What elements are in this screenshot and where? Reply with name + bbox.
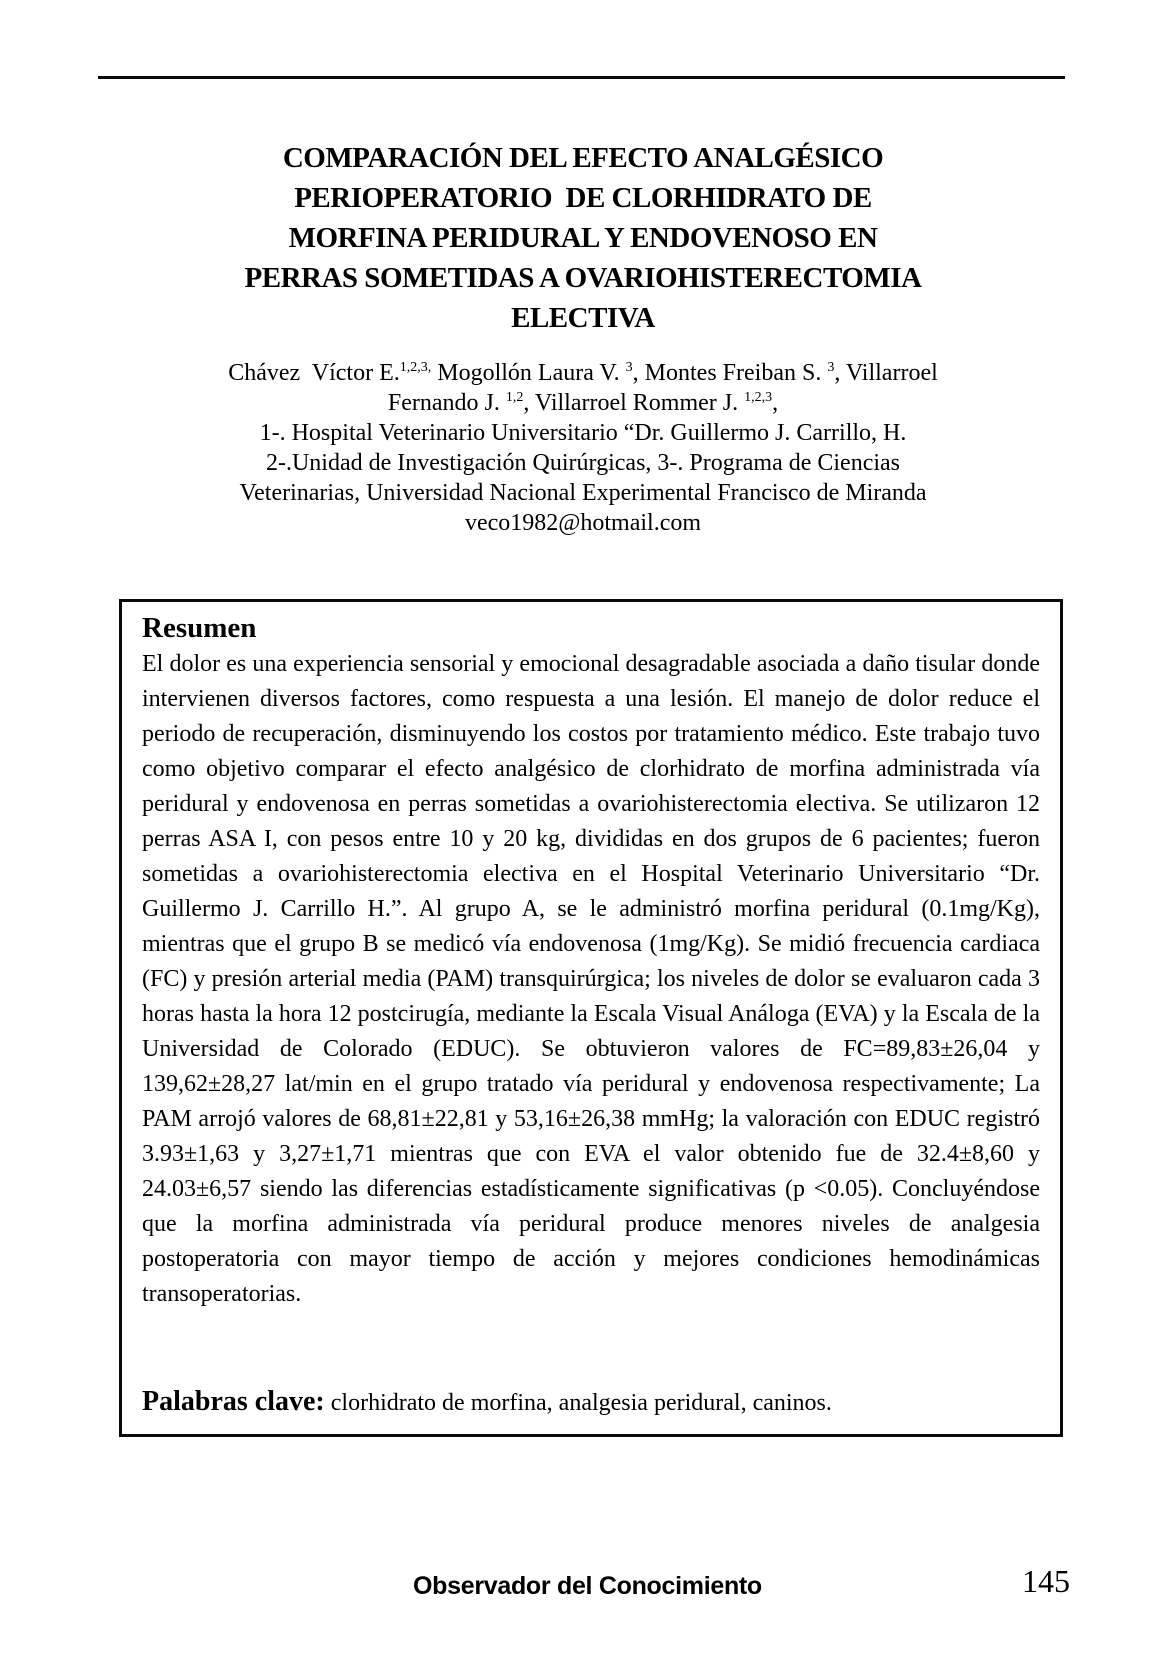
header-rule <box>98 76 1065 79</box>
authors-line-1 <box>0 358 1166 388</box>
paper-title-line: MORFINA PERIDURAL Y ENDOVENOSO EN <box>288 222 878 254</box>
keywords-label: Palabras clave: <box>142 1386 325 1417</box>
author-affiliation-superscript: 1,2,3 <box>744 390 773 405</box>
paper-title-line: ELECTIVA <box>511 302 655 334</box>
paper-title-line: PERRAS SOMETIDAS A OVARIOHISTERECTOMIA <box>244 262 922 294</box>
author-affiliation-superscript: 1,2 <box>505 390 524 405</box>
author-name: , Villarroel <box>834 360 938 386</box>
affiliation-line-3: Veterinarias, Universidad Nacional Experimental Francisco de Miranda <box>239 480 927 506</box>
affiliation-line-1: 1-. Hospital Veterinario Universitario “Dr. Guillermo J. Carrillo, H. <box>259 420 907 446</box>
affiliation-line-2: 2-.Unidad de Investigación Quirúrgicas, 3-. Programa de Ciencias <box>265 450 901 476</box>
abstract-heading: Resumen <box>142 612 257 644</box>
author-affiliation-superscript: 3 <box>827 360 835 375</box>
author-name: Chávez Víctor E. <box>228 360 400 386</box>
author-email: veco1982@hotmail.com <box>464 510 702 536</box>
author-name: , Montes Freiban S. <box>632 360 828 386</box>
authors-line-2 <box>0 388 1166 418</box>
author-name: Mogollón Laura V. <box>431 360 626 386</box>
author-name: Fernando J. <box>387 390 506 416</box>
author-name: , <box>772 390 779 416</box>
journal-name: Observador del Conocimiento <box>413 1572 762 1600</box>
author-affiliation-superscript: 3 <box>625 360 633 375</box>
paper-title-line: PERIOPERATORIO DE CLORHIDRATO DE <box>294 182 872 214</box>
paper-title <box>0 138 1166 338</box>
abstract-box <box>119 599 1063 1437</box>
abstract-body: El dolor es una experiencia sensorial y emocional desagradable asociada a daño tisular donde intervienen diversos factores, como respuesta a una lesión. El manejo de dolor reduce el periodo de recuperación, disminuyendo los costos por tratamiento médico. Este trabajo tuvo como objetivo comparar el efecto analgésico de clorhidrato de morfina administrada vía peridural y endovenosa en perras sometidas a ovariohisterectomia electiva. Se utilizaron 12 perras ASA I, con pesos entre 10 y 20 kg, divididas en dos grupos de 6 pacientes; fueron sometidas a ovariohisterectomia electiva en el Hospital Veterinario Universitario “Dr. Guillermo J. Carrillo H.”. Al grupo A, se le administró morfina peridural (0.1mg/Kg), mientras que el grupo B se medicó vía endovenosa (1mg/Kg). Se midió frecuencia cardiaca (FC) y presión arterial media (PAM) transquirúrgica; los niveles de dolor se evaluaron cada 3 horas hasta la hora 12 postcirugía, mediante la Escala Visual Análoga (EVA) y la Escala de la Universidad de Colorado (EDUC). Se obtuvieron valores de FC=89,83±26,04 y 139,62±28,27 lat/min en el grupo tratado vía peridural y endovenosa respectivamente; La PAM arrojó valores de 68,81±22,81 y 53,16±26,38 mmHg; la valoración con EDUC registró 3.93±1,63 y 3,27±1,71 mientras que con EVA el valor obtenido fue de 32.4±8,60 y 24.03±6,57 siendo las diferencias estadísticamente significativas (p <0.05). Concluyéndose que la morfina administrada vía peridural produce menores niveles de analgesia postoperatoria con mayor tiempo de acción y mejores condiciones hemodinámicas transoperatorias. <box>142 651 1040 1307</box>
keywords-text: clorhidrato de morfina, analgesia peridural, caninos. <box>324 1390 832 1416</box>
page-number: 145 <box>1022 1563 1070 1599</box>
keywords-line <box>142 1385 1040 1420</box>
author-affiliation-superscript: 1,2,3, <box>399 360 432 375</box>
paper-title-line: COMPARACIÓN DEL EFECTO ANALGÉSICO <box>282 142 884 174</box>
byline-block <box>0 358 1166 538</box>
author-name: , Villarroel Rommer J. <box>523 390 745 416</box>
